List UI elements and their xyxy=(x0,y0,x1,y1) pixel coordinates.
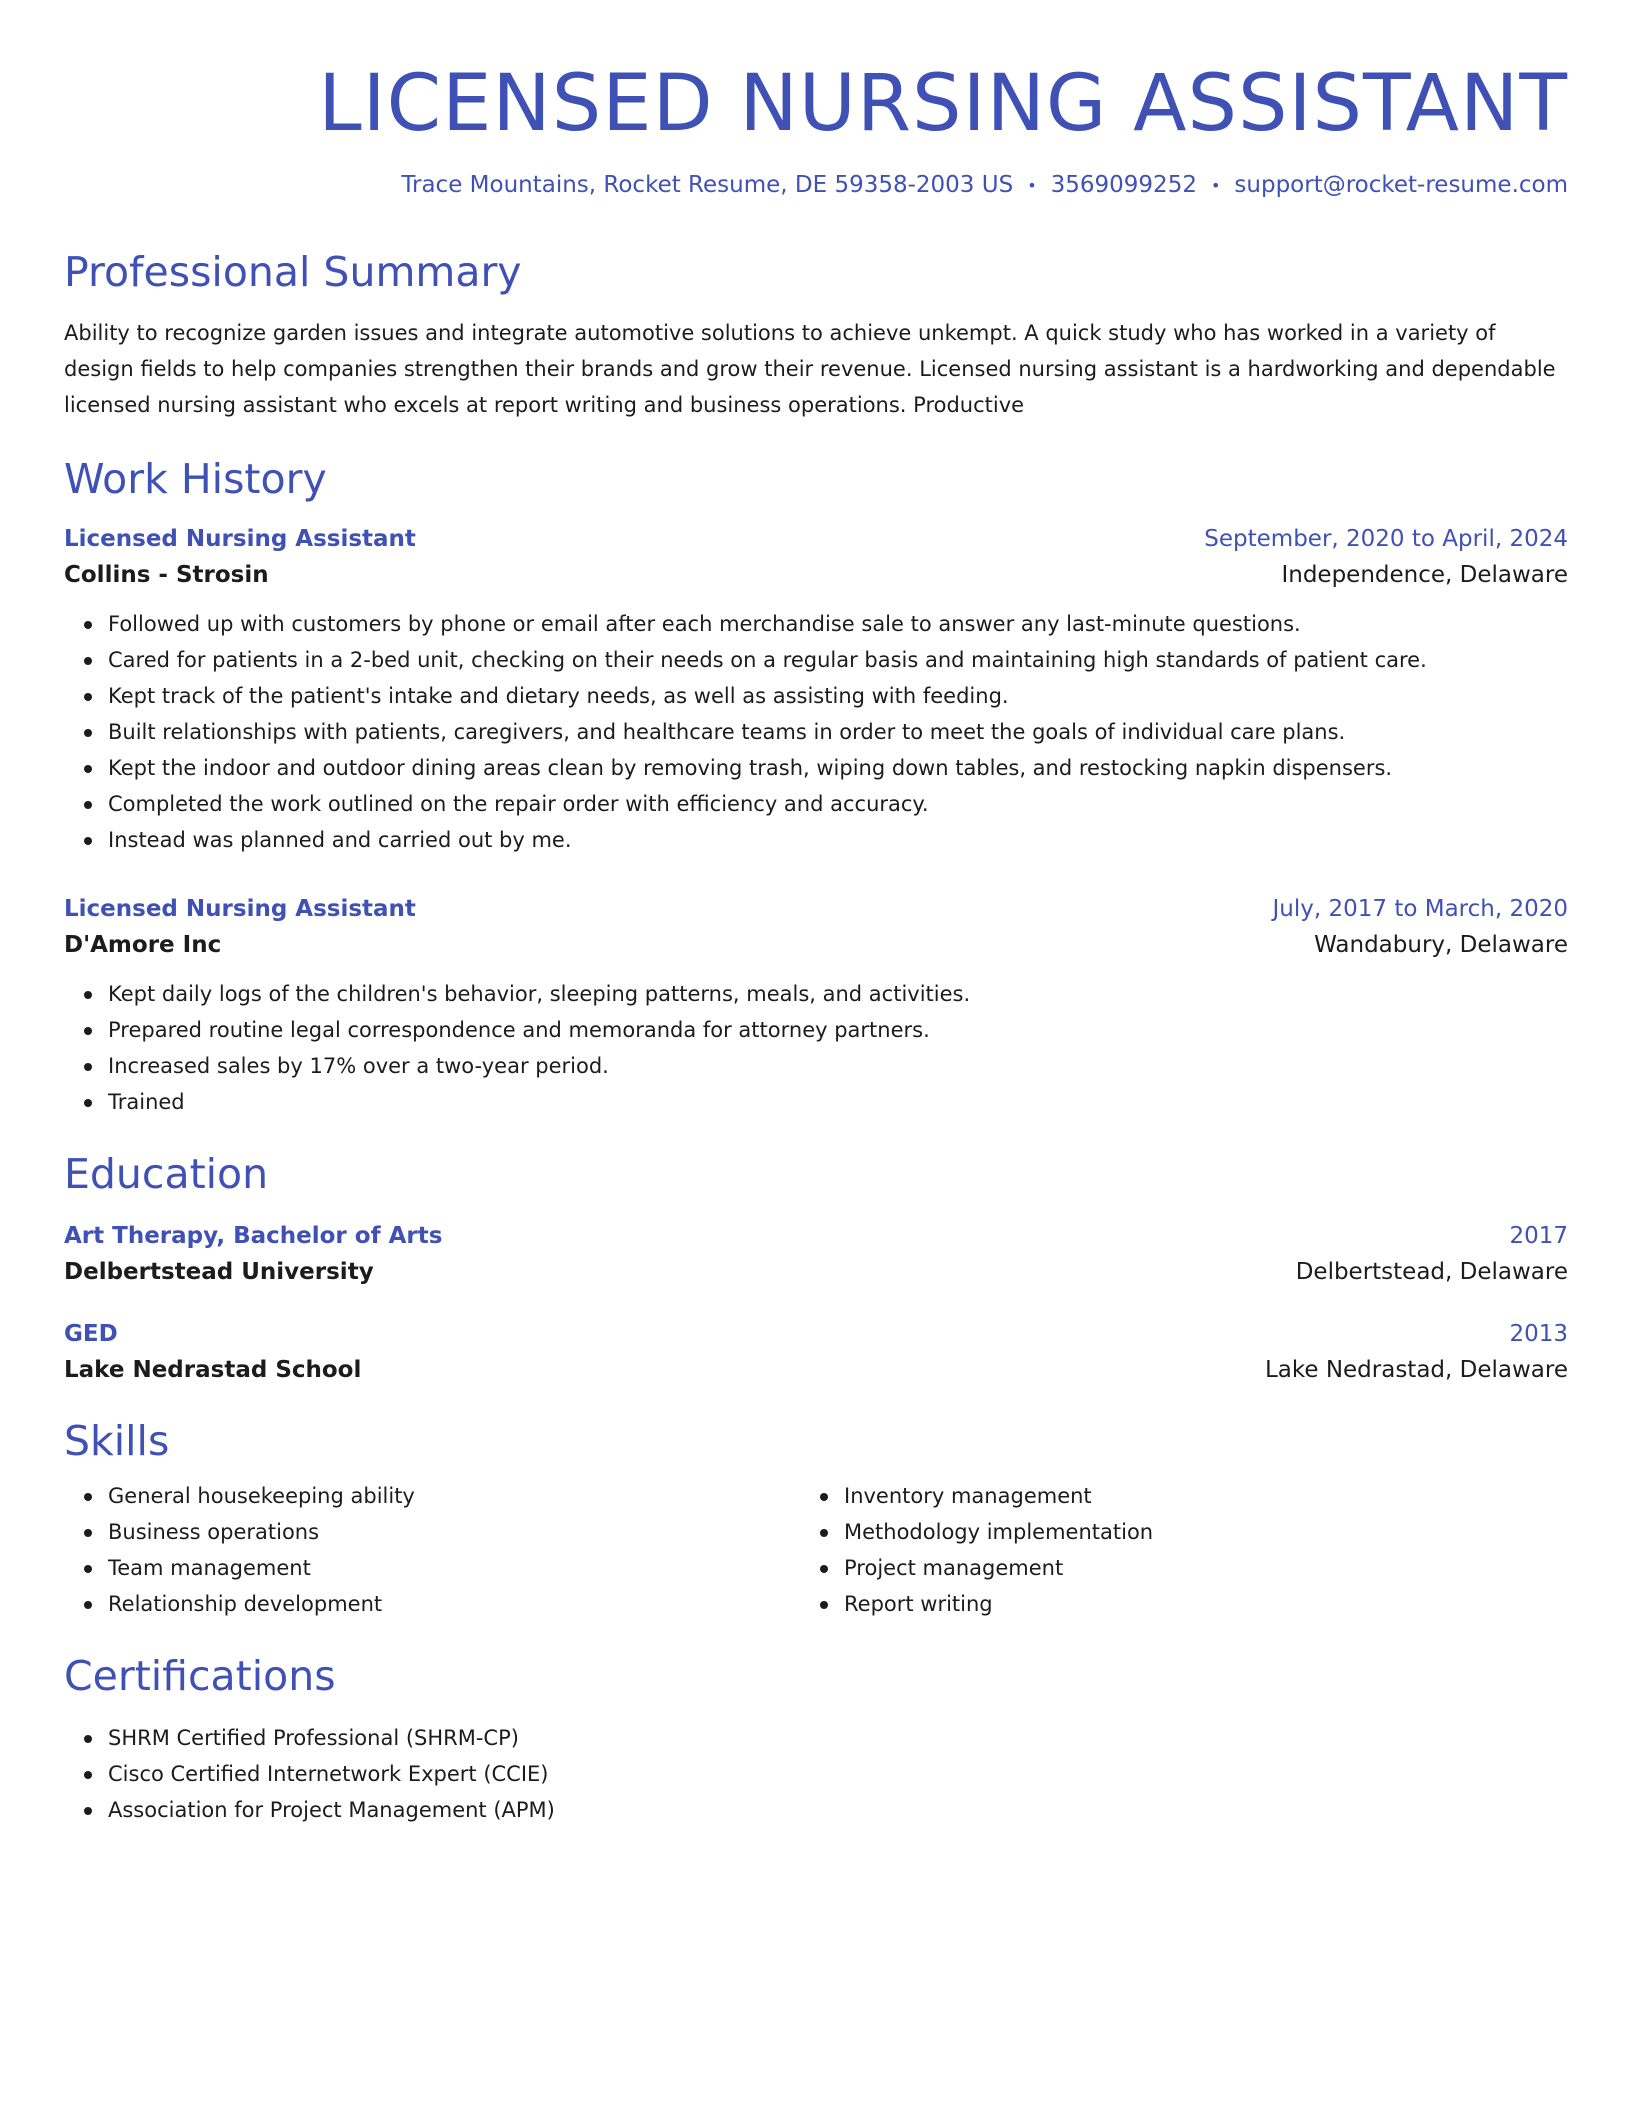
skills-heading: Skills xyxy=(64,1417,170,1466)
skills-list xyxy=(64,1478,800,1622)
resume-header xyxy=(64,60,1568,198)
job-bullet-text: Prepared routine legal correspondence and memoranda for attorney partners. xyxy=(108,1018,930,1043)
education-heading: Education xyxy=(64,1150,269,1199)
contact-separator: • xyxy=(1027,175,1037,195)
list-item xyxy=(108,1792,1568,1828)
list-item xyxy=(108,822,1568,858)
skill-text: Relationship development xyxy=(108,1592,383,1617)
bullet-icon xyxy=(84,1493,92,1501)
bullet-icon xyxy=(84,1807,92,1815)
bullet-icon xyxy=(84,693,92,701)
skill-text: General housekeeping ability xyxy=(108,1484,415,1509)
education-school: Lake Nedrastad School xyxy=(64,1357,362,1384)
list-item xyxy=(108,1756,1568,1792)
education-location: Lake Nedrastad, Delaware xyxy=(1264,1357,1568,1384)
list-item xyxy=(108,1514,800,1550)
certification-text: SHRM Certified Professional (SHRM-CP) xyxy=(108,1725,519,1750)
list-item xyxy=(108,976,1568,1012)
skill-text: Report writing xyxy=(844,1592,993,1617)
bullet-icon xyxy=(820,1601,828,1609)
job-bullet-text: Kept track of the patient's intake and dietary needs, as well as assisting with feeding. xyxy=(108,684,1009,709)
skill-text: Team management xyxy=(108,1556,311,1581)
skills-column-left xyxy=(64,1478,800,1622)
bullet-icon xyxy=(84,621,92,629)
job-company-row xyxy=(64,562,1568,588)
job-dates: July, 2017 to March, 2020 xyxy=(1272,896,1568,923)
skill-text: Methodology implementation xyxy=(844,1520,1154,1545)
skills-grid xyxy=(64,1478,1568,1622)
job-bullet-text: Completed the work outlined on the repair order with efficiency and accuracy. xyxy=(108,792,929,817)
list-item xyxy=(108,642,1568,678)
job-bullet-text: Increased sales by 17% over a two-year period. xyxy=(108,1054,609,1079)
bullet-icon xyxy=(820,1529,828,1537)
education-degree-row xyxy=(64,1321,1568,1347)
list-item xyxy=(108,750,1568,786)
bullet-icon xyxy=(84,729,92,737)
job-title: Licensed Nursing Assistant xyxy=(64,526,416,553)
skill-text: Project management xyxy=(844,1556,1064,1581)
bullet-icon xyxy=(84,1063,92,1071)
education-entry xyxy=(64,1321,1568,1383)
skills-list xyxy=(800,1478,1536,1622)
job-company-row xyxy=(64,932,1568,958)
job-dates: September, 2020 to April, 2024 xyxy=(1204,526,1568,553)
skills-column-right xyxy=(800,1478,1536,1622)
contact-email[interactable]: support@rocket-resume.com xyxy=(1234,171,1568,198)
certification-text: Association for Project Management (APM) xyxy=(108,1797,555,1822)
job-title-row xyxy=(64,526,1568,552)
certification-text: Cisco Certified Internetwork Expert (CCIE) xyxy=(108,1761,549,1786)
resume-name: LICENSED NURSING ASSISTANT xyxy=(318,59,1568,149)
job-title: Licensed Nursing Assistant xyxy=(64,896,416,923)
job-bullet-text: Cared for patients in a 2-bed unit, checking on their needs on a regular basis and maintaining high standards of patient care. xyxy=(108,648,1427,673)
job-location: Independence, Delaware xyxy=(1281,562,1568,589)
work-history-heading: Work History xyxy=(64,454,327,503)
education-year: 2017 xyxy=(1509,1223,1568,1250)
job-bullet-text: Built relationships with patients, caregivers, and healthcare teams in order to meet the goals of individual care plans. xyxy=(108,720,1346,745)
bullet-icon xyxy=(84,1529,92,1537)
bullet-icon xyxy=(84,1027,92,1035)
education-degree: GED xyxy=(64,1321,118,1348)
education-school: Delbertstead University xyxy=(64,1259,374,1286)
job-title-row xyxy=(64,896,1568,922)
list-item xyxy=(844,1478,1536,1514)
list-item xyxy=(108,1550,800,1586)
list-item xyxy=(108,714,1568,750)
job-bullet-text: Trained xyxy=(108,1090,185,1115)
education-school-row xyxy=(64,1259,1568,1285)
list-item xyxy=(108,1586,800,1622)
bullet-icon xyxy=(84,1735,92,1743)
skill-text: Business operations xyxy=(108,1520,320,1545)
education-year: 2013 xyxy=(1509,1321,1568,1348)
list-item xyxy=(108,1084,1568,1120)
job-bullet-text: Kept the indoor and outdoor dining areas clean by removing trash, wiping down tables, and restocking napkin dispensers. xyxy=(108,756,1393,781)
list-item xyxy=(108,1478,800,1514)
contact-separator: • xyxy=(1210,175,1221,195)
summary-text: Ability to recognize garden issues and integrate automotive solutions to achieve unkempt. A quick study who has worked in a variety of design fields to help companies strengthen their brands and grow their revenue. Licensed nursing assistant is a hardworking and dependable licensed nursing assistant who excels at report writing and business operations. Productive xyxy=(64,320,1556,417)
job-location: Wandabury, Delaware xyxy=(1314,932,1568,959)
job-company: D'Amore Inc xyxy=(64,932,222,959)
summary-heading: Professional Summary xyxy=(64,247,522,296)
job-bullet-text: Followed up with customers by phone or email after each merchandise sale to answer any last-minute questions. xyxy=(108,612,1301,637)
bullet-icon xyxy=(84,837,92,845)
list-item xyxy=(108,1720,1568,1756)
list-item xyxy=(108,1048,1568,1084)
education-school-row xyxy=(64,1357,1568,1383)
education-degree: Art Therapy, Bachelor of Arts xyxy=(64,1223,443,1250)
list-item xyxy=(844,1514,1536,1550)
bullet-icon xyxy=(84,1601,92,1609)
skill-text: Inventory management xyxy=(844,1484,1092,1509)
list-item xyxy=(844,1550,1536,1586)
bullet-icon xyxy=(84,1099,92,1107)
bullet-icon xyxy=(84,991,92,999)
job-entry xyxy=(64,526,1568,858)
job-company: Collins - Strosin xyxy=(64,562,269,589)
list-item xyxy=(108,678,1568,714)
bullet-icon xyxy=(84,1565,92,1573)
bullet-icon xyxy=(84,765,92,773)
bullet-icon xyxy=(820,1565,828,1573)
job-bullet-text: Kept daily logs of the children's behavior, sleeping patterns, meals, and activities. xyxy=(108,982,971,1007)
job-bullet-text: Instead was planned and carried out by me. xyxy=(108,828,572,853)
contact-phone: 3569099252 xyxy=(1050,171,1197,198)
list-item xyxy=(108,606,1568,642)
certifications-list xyxy=(64,1720,1568,1828)
job-bullet-list xyxy=(64,976,1568,1120)
list-item xyxy=(844,1586,1536,1622)
bullet-icon xyxy=(84,1771,92,1779)
list-item xyxy=(108,786,1568,822)
list-item xyxy=(108,1012,1568,1048)
contact-address: Trace Mountains, Rocket Resume, DE 59358-2003 US xyxy=(401,171,1014,198)
bullet-icon xyxy=(84,801,92,809)
certifications-heading: Certifications xyxy=(64,1652,336,1701)
bullet-icon xyxy=(84,657,92,665)
contact-line xyxy=(64,172,1568,198)
education-location: Delbertstead, Delaware xyxy=(1295,1259,1568,1286)
job-bullet-list xyxy=(64,606,1568,858)
job-entry xyxy=(64,896,1568,1120)
bullet-icon xyxy=(820,1493,828,1501)
education-degree-row xyxy=(64,1223,1568,1249)
education-entry xyxy=(64,1223,1568,1285)
